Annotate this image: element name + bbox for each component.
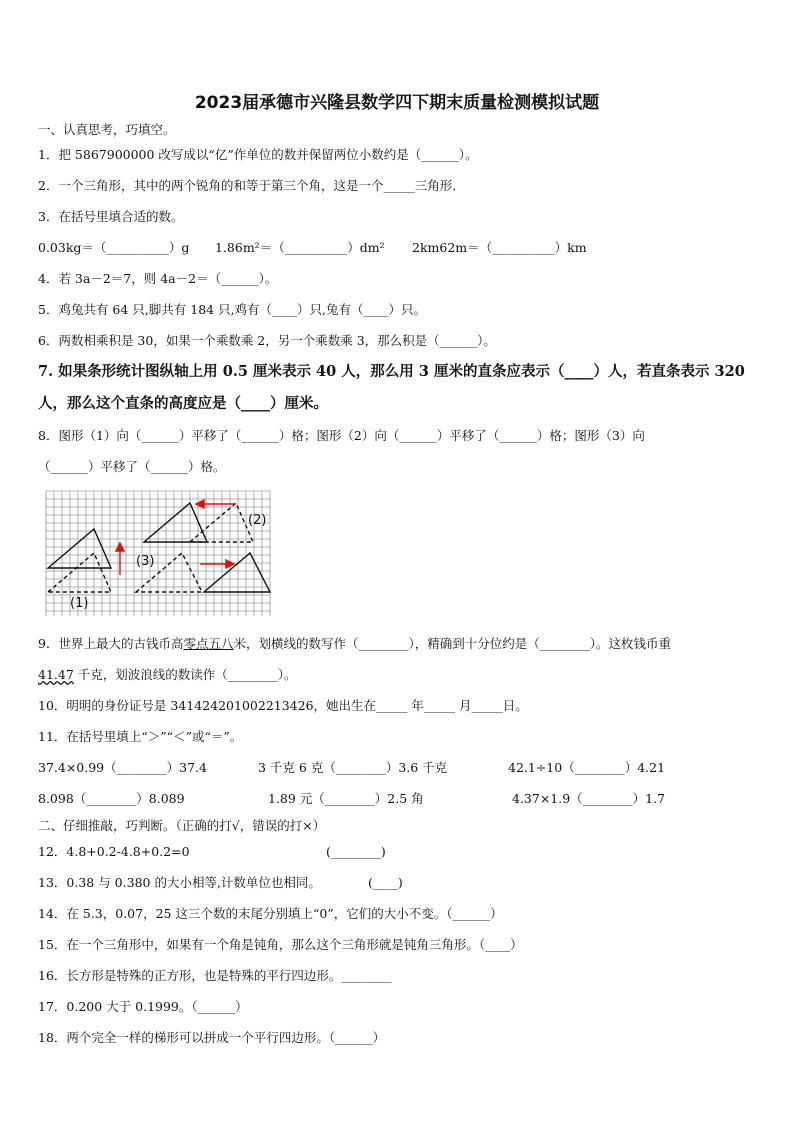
label-2: (2): [248, 513, 267, 528]
translation-grid-figure: [44, 489, 274, 620]
label-1: (1): [70, 596, 89, 611]
question-8-line1: 8．图形（1）向（______）平移了（______）格；图形（2）向（______）平移了（______）格；图形（3）向: [38, 428, 645, 443]
section-2-heading: 二、仔细推敲，巧判断。（正确的打√，错误的打×）: [38, 818, 326, 833]
question-10: 10．明明的身份证号是 341424201002213426，她出生在_____ 年_____ 月_____日。: [38, 698, 528, 713]
question-4: 4．若 3a－2＝7，则 4a－2＝（______）。: [38, 271, 278, 286]
question-9-line2: 41.47 千克，划波浪线的数读作（________）。: [38, 667, 297, 682]
question-8-line2: （______）平移了（______）格。: [38, 459, 226, 474]
label-3: (3): [136, 554, 155, 569]
wavy-underlined-number: 41.47: [38, 667, 74, 682]
question-9-line1: 9．世界上最大的古钱币高零点五八米，划横线的数写作（________），精确到十分位约是（________）。这枚钱币重: [38, 636, 671, 651]
shape-1-solid: [48, 529, 111, 568]
underlined-number: 零点五八: [183, 636, 234, 651]
question-14: 14．在 5.3，0.07，25 这三个数的末尾分别填上“0”，它们的大小不变。（______）: [38, 906, 503, 921]
question-12: 12．4.8+0.2-4.8+0.2=0: [38, 844, 190, 859]
question-3: 3．在括号里填合适的数。: [38, 209, 184, 224]
question-11a: 37.4×0.99（________）37.4: [38, 760, 207, 775]
question-6: 6．两数相乘积是 30，如果一个乘数乘 2，另一个乘数乘 3，那么积是（______）。: [38, 333, 496, 348]
question-15: 15．在一个三角形中，如果有一个角是钝角，那么这个三角形就是钝角三角形。（____）: [38, 937, 523, 952]
page-title: 2023届承德市兴隆县数学四下期末质量检测模拟试题: [194, 93, 600, 113]
question-13-blank: (____): [368, 875, 403, 890]
section-1-heading: 一、认真思考，巧填空。: [38, 122, 176, 137]
question-7-line2: 人，那么这个直条的高度应是（____）厘米。: [38, 395, 328, 412]
question-11b: 3 千克 6 克（________）3.6 千克: [258, 760, 448, 775]
question-11f: 4.37×1.9（________）1.7: [512, 791, 666, 806]
question-11: 11．在括号里填上“＞”“＜”或“＝”。: [38, 729, 243, 744]
question-11d: 8.098（________）8.089: [38, 791, 185, 806]
question-5: 5．鸡兔共有 64 只,脚共有 184 只,鸡有（____）只,兔有（____）只。: [38, 302, 427, 317]
question-7-line1: 7. 如果条形统计图纵轴上用 0.5 厘米表示 40 人，那么用 3 厘米的直条应表示（____）人，若直条表示 320: [38, 363, 745, 380]
question-3a: 0.03kg＝（__________）g: [38, 240, 190, 255]
shape-2-dashed: [190, 503, 253, 542]
question-13: 13．0.38 与 0.380 的大小相等,计数单位也相同。: [38, 875, 321, 890]
question-12-blank: (________): [326, 844, 386, 859]
shape-1-dashed: [48, 553, 111, 592]
question-18: 18．两个完全一样的梯形可以拼成一个平行四边形。（______）: [38, 1030, 386, 1045]
question-16: 16．长方形是特殊的正方形，也是特殊的平行四边形。________: [38, 968, 392, 983]
question-11e: 1.89 元（________）2.5 角: [268, 791, 424, 806]
question-1: 1．把 5867900000 改写成以“亿”作单位的数并保留两位小数约是（______）。: [38, 147, 478, 162]
question-2: 2．一个三角形，其中的两个锐角的和等于第三个角，这是一个_____三角形．: [38, 178, 465, 193]
question-3c: 2km62m＝（__________）km: [412, 240, 587, 255]
question-11c: 42.1÷10（________）4.21: [508, 760, 666, 775]
question-17: 17．0.200 大于 0.1999。（______）: [38, 999, 248, 1014]
question-3b: 1.86m²＝（__________）dm²: [215, 240, 385, 255]
